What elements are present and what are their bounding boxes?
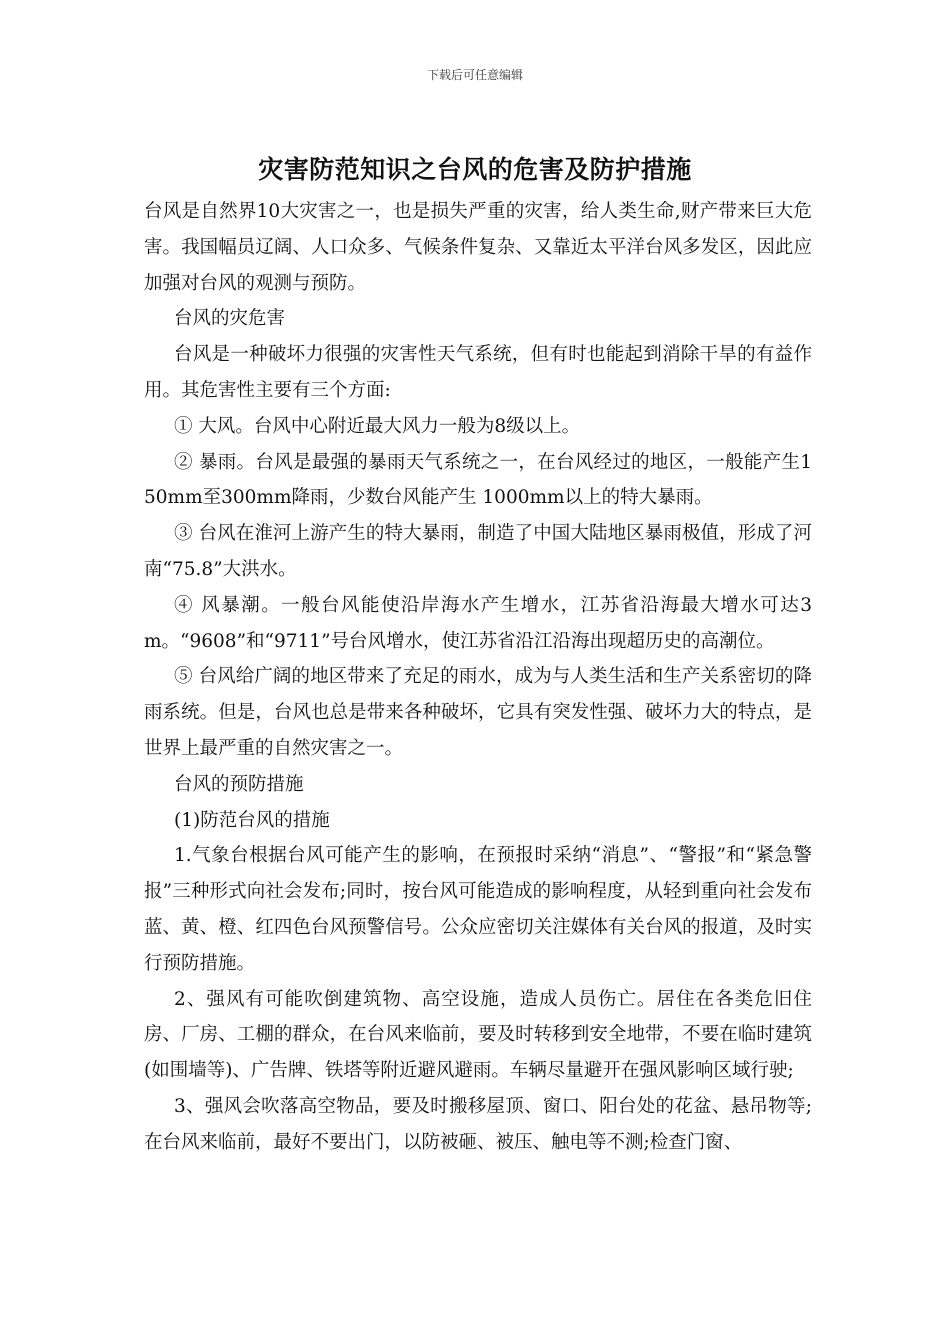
document-body	[144, 194, 812, 1161]
paragraph: 台风的预防措施	[174, 773, 304, 795]
paragraph: 台风的灾危害	[174, 308, 286, 330]
header-note: 下载后可任意编辑	[426, 68, 523, 82]
paragraph: ④ 风暴潮。一般台风能使沿岸海水产生增水，江苏省沿海最大增水可达3m。“9608”和“9711”号台风增水，使江苏省沿江沿海出现超历史的高潮位。	[144, 594, 812, 652]
paragraph: ⑤ 台风给广阔的地区带来了充足的雨水，成为与人类生活和生产关系密切的降雨系统。但是，台风也总是带来各种破坏，它具有突发性强、破坏力大的特点，是世界上最严重的自然灾害之一。	[144, 666, 812, 759]
paragraph: 1.气象台根据台风可能产生的影响，在预报时采纳“消息”、“警报”和“紧急警报”三种形式向社会发布;同时，按台风可能造成的影响程度，从轻到重向社会发布蓝、黄、橙、红四色台风预警信号。公众应密切关注媒体有关台风的报道，及时实行预防措施。	[144, 845, 812, 974]
paragraph: ① 大风。台风中心附近最大风力一般为8级以上。	[174, 415, 581, 437]
paragraph: (1)防范台风的措施	[174, 809, 330, 831]
paragraph: ② 暴雨。台风是最强的暴雨天气系统之一，在台风经过的地区，一般能产生150mm至300mm降雨，少数台风能产生 1000mm以上的特大暴雨。	[144, 451, 812, 509]
paragraph: 台风是一种破坏力很强的灾害性天气系统，但有时也能起到消除干旱的有益作用。其危害性主要有三个方面:	[144, 344, 812, 401]
paragraph: 3、强风会吹落高空物品，要及时搬移屋顶、窗口、阳台处的花盆、悬吊物等;在台风来临前，最好不要出门，以防被砸、被压、触电等不测;检查门窗、	[144, 1095, 812, 1153]
paragraph: 台风是自然界10大灾害之一，也是损失严重的灾害，给人类生命,财产带来巨大危害。我国幅员辽阔、人口众多、气候条件复杂、又靠近太平洋台风多发区，因此应加强对台风的观测与预防。	[144, 201, 812, 294]
document-title: 灾害防范知识之台风的危害及防护措施	[258, 155, 692, 184]
paragraph: 2、强风有可能吹倒建筑物、高空设施，造成人员伤亡。居住在各类危旧住房、厂房、工棚的群众，在台风来临前，要及时转移到安全地带，不要在临时建筑(如围墙等)、广告牌、铁塔等附近避风避雨。车辆尽量避开在强风影响区域行驶;	[144, 988, 812, 1082]
paragraph: ③ 台风在淮河上游产生的特大暴雨，制造了中国大陆地区暴雨极值，形成了河南“75.8”大洪水。	[144, 523, 812, 580]
